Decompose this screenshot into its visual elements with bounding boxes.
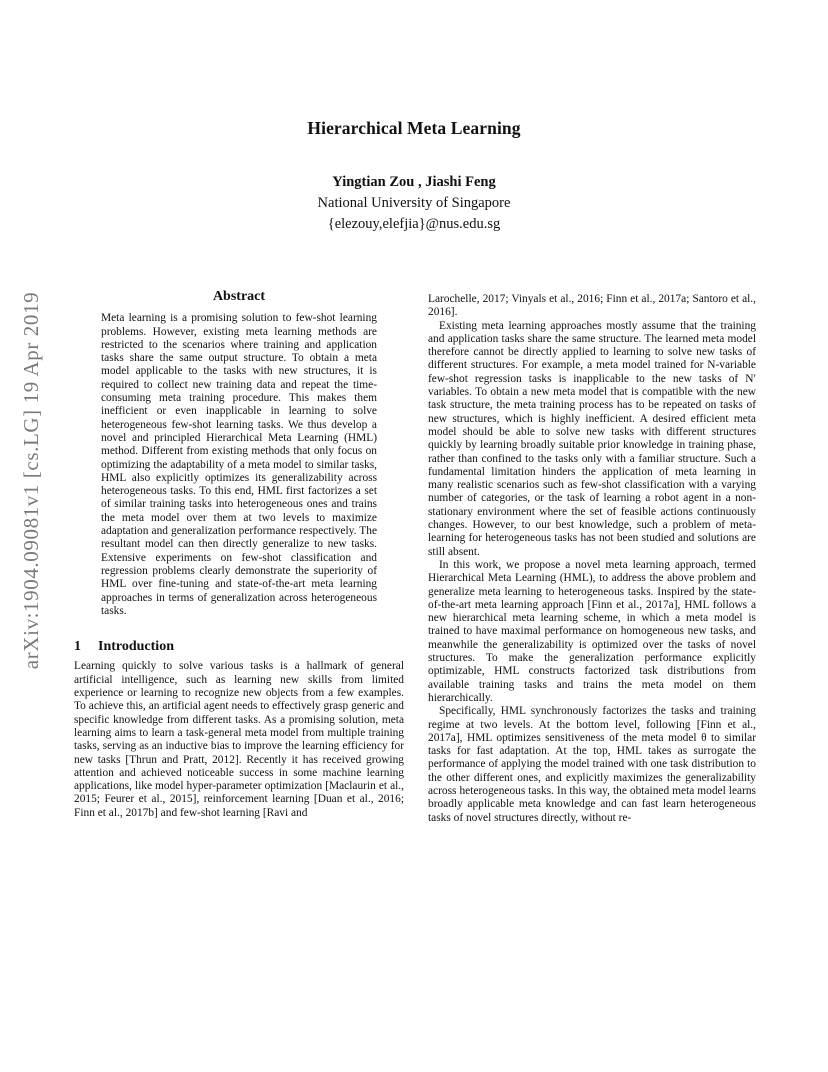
paper-title: Hierarchical Meta Learning — [307, 118, 521, 138]
intro-paragraph-3: In this work, we propose a novel meta learning approach, termed Hierarchical Meta Learning (HML), to address the above problem and generalize meta learning to heterogeneous tasks. Inspired by the state-of-the-art meta learning approach [Finn et al., 2017a], HML follows a new hierarchical meta learning scheme, in which a meta model is trained to have maximal performance on homogeneous new tasks, and meanwhile the generalizability is optimized over the tasks of novel structures. To make the generalization performance explicitly optimizable, HML constructs factorized task distributions from available training tasks and trains the meta model on them hierarchically. — [428, 558, 756, 704]
section-title: Introduction — [98, 639, 174, 655]
intro-paragraph-1: Learning quickly to solve various tasks is a hallmark of general artificial intelligence, such as learning new skills from limited experience or learning to recognize new objects from a few examples. To achieve this, an artificial agent needs to effectively grasp generic and specific knowledge from different tasks. As a promising solution, meta learning aims to learn a task-general meta model from multiple training tasks, serving as an inductive bias to improve the learning efficiency for new tasks [Thrun and Pratt, 2012]. Recently it has received growing attention and achieved noticeable success in some machine learning applications, like model hyper-parameter optimization [Maclaurin et al., 2015; Feurer et al., 2015], reinforcement learning [Duan et al., 2016; Finn et al., 2017b] and few-shot learning [Ravi and — [74, 660, 404, 819]
section-number: 1 — [74, 639, 81, 655]
affiliation: National University of Singapore — [317, 195, 511, 211]
email: {elezouy,elefjia}@nus.edu.sg — [327, 216, 501, 232]
abstract-text: Meta learning is a promising solution to few-shot learning problems. However, existing meta learning methods are restricted to the scenarios where training and application tasks share the same output structure. To obtain a meta model applicable to the tasks with new structures, it is required to collect new training data and repeat the time-consuming meta training procedure. This makes them inefficient or even inapplicable in learning to solve heterogeneous few-shot learning tasks. We thus develop a novel and principled Hierarchical Meta Learning (HML) method. Different from existing methods that only focus on optimizing the adaptability of a meta model to similar tasks, HML also explicitly optimizes its generalizability across heterogeneous tasks. To this end, HML first factorizes a set of similar training tasks into heterogeneous ones and trains the meta model over them at two levels to maximize adaptation and generalization performance respectively. The resultant model can then directly generalize to new tasks. Extensive experiments on few-shot classification and regression problems clearly demonstrate the superiority of HML over fine-tuning and state-of-the-art meta learning approaches in terms of generalization across heterogeneous tasks. — [101, 312, 377, 617]
abstract-heading: Abstract — [212, 289, 266, 304]
arxiv-stamp — [20, 290, 44, 670]
intro-paragraph-1-continued: Larochelle, 2017; Vinyals et al., 2016; Finn et al., 2017a; Santoro et al., 2016]. — [428, 293, 756, 319]
left-column — [74, 290, 404, 820]
author-names: Yingtian Zou , Jiashi Feng — [332, 174, 496, 190]
intro-paragraph-4: Specifically, HML synchronously factorizes the tasks and training regime at two levels. At the bottom level, following [Finn et al., 2017a], HML optimizes sensitiveness of the meta model θ to similar tasks for fast adaptation. At the top, HML takes as surrogate the performance of applying the model trained with one task distribution to the other different ones, and explicitly maximizes the generalizability across heterogeneous tasks. In this way, the obtained meta model learns broadly applicable meta knowledge and can fast learn heterogeneous tasks of novel structures directly, without re- — [428, 705, 756, 824]
right-column — [428, 293, 756, 825]
section-heading-introduction — [74, 640, 404, 653]
intro-paragraph-2: Existing meta learning approaches mostly assume that the training and application tasks share the same structure. The learned meta model therefore cannot be directly applied to learning to solve new tasks of different structures. For example, a meta model trained for N-variable few-shot regression tasks is inapplicable to the new tasks of N′ variables. To obtain a new meta model that is compatible with the new task structure, the meta training process has to be repeated on tasks of new structures, which is highly inefficient. A desired efficient meta model should be able to solve new tasks with different structures quickly by learning broadly suitable prior knowledge in training phase, rather than confined to the tasks only with a familiar structure. Such a fundamental limitation hinders the application of meta learning in many realistic scenarios such as few-shot classification with a varying number of categories, or the task of learning a robot agent in a non-stationary environment where the set of feasible actions continuously changes. However, to our best knowledge, such a problem of meta-learning for heterogeneous tasks has not been studied and solutions are still absent. — [428, 319, 756, 558]
arxiv-id: arXiv:1904.09081v1 [cs.LG] 19 Apr 2019 — [19, 291, 44, 669]
author-block — [0, 172, 828, 235]
